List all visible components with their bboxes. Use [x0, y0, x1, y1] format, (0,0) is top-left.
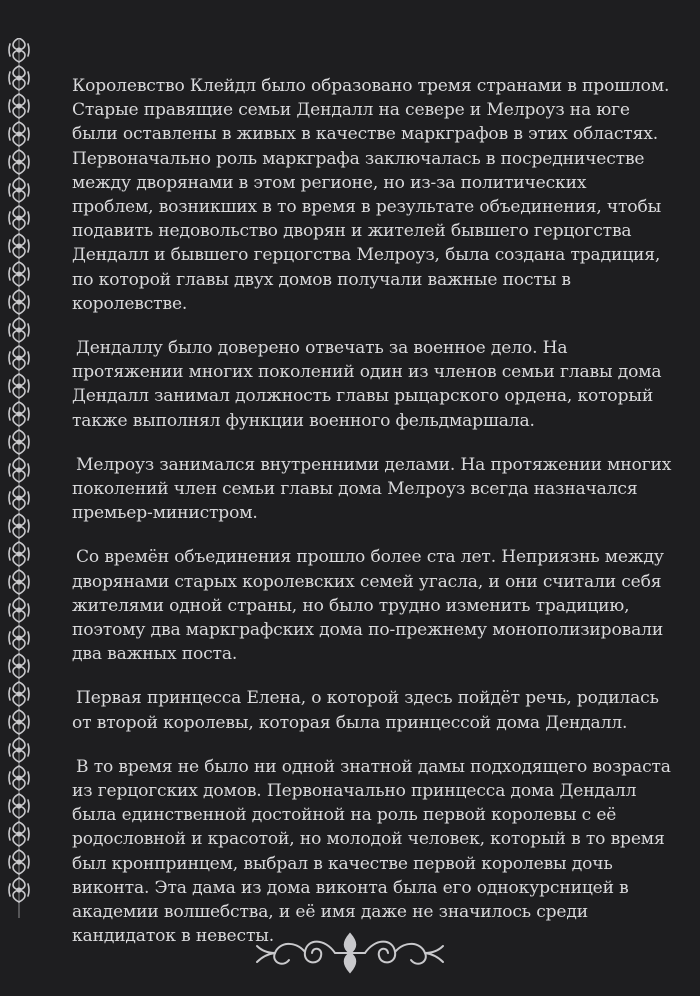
- paragraph-3: Мелроуз занимался внутренними делами. На протяжении многих поколений член семьи главы дома Мелроуз всегда назначался премьер-министром.: [72, 454, 672, 524]
- paragraph-4: Со времён объединения прошло более ста лет. Неприязнь между дворянами старых королевских семей угасла, и они считали себя жителями одной страны, но было трудно изменить традицию, поэтому два маркграфских дома по-прежнему монополизировали два важных поста.: [72, 547, 664, 665]
- filigree-border-icon: [7, 38, 31, 918]
- paragraph-5: Первая принцесса Елена, о которой здесь пойдёт речь, родилась от второй королевы, которая была принцессой дома Дендалл.: [72, 688, 659, 733]
- paragraph-6: В то время не было ни одной знатной дамы подходящего возраста из герцогских домов. Первоначально принцесса дома Дендалл была единственной достойной на роль первой королевы с её родословной и красотой, но молодой человек, который в то время был кронпринцем, выбрал в качестве первой королевы дочь виконта. Эта дама из дома виконта была его однокурсницей в академии волшебства, и её имя даже не значилось среди кандидаток в невесты.: [72, 756, 671, 947]
- document-body: [72, 74, 672, 969]
- paragraph-1: Королевство Клейдл было образовано тремя странами в прошлом. Старые правящие семьи Дендалл на севере и Мелроуз на юге были оставлены в живых в качестве маркграфов в этих областях. Первоначально роль маркграфа заключалась в посредничестве между дворянами в этом регионе, но из-за политических проблем, возникших в то время в результате объединения, чтобы подавить недовольство дворян и жителей бывшего герцогства Дендалл и бывшего герцогства Мелроуз, была создана традиция, по которой главы двух домов получали важные посты в королевстве.: [72, 76, 670, 314]
- paragraph-2: Дендаллу было доверено отвечать за военное дело. На протяжении многих поколений один из членов семьи главы дома Дендалл занимал должность главы рыцарского ордена, который также выполнял функции военного фельдмаршала.: [72, 338, 662, 431]
- scroll-ornament-icon: [255, 928, 445, 978]
